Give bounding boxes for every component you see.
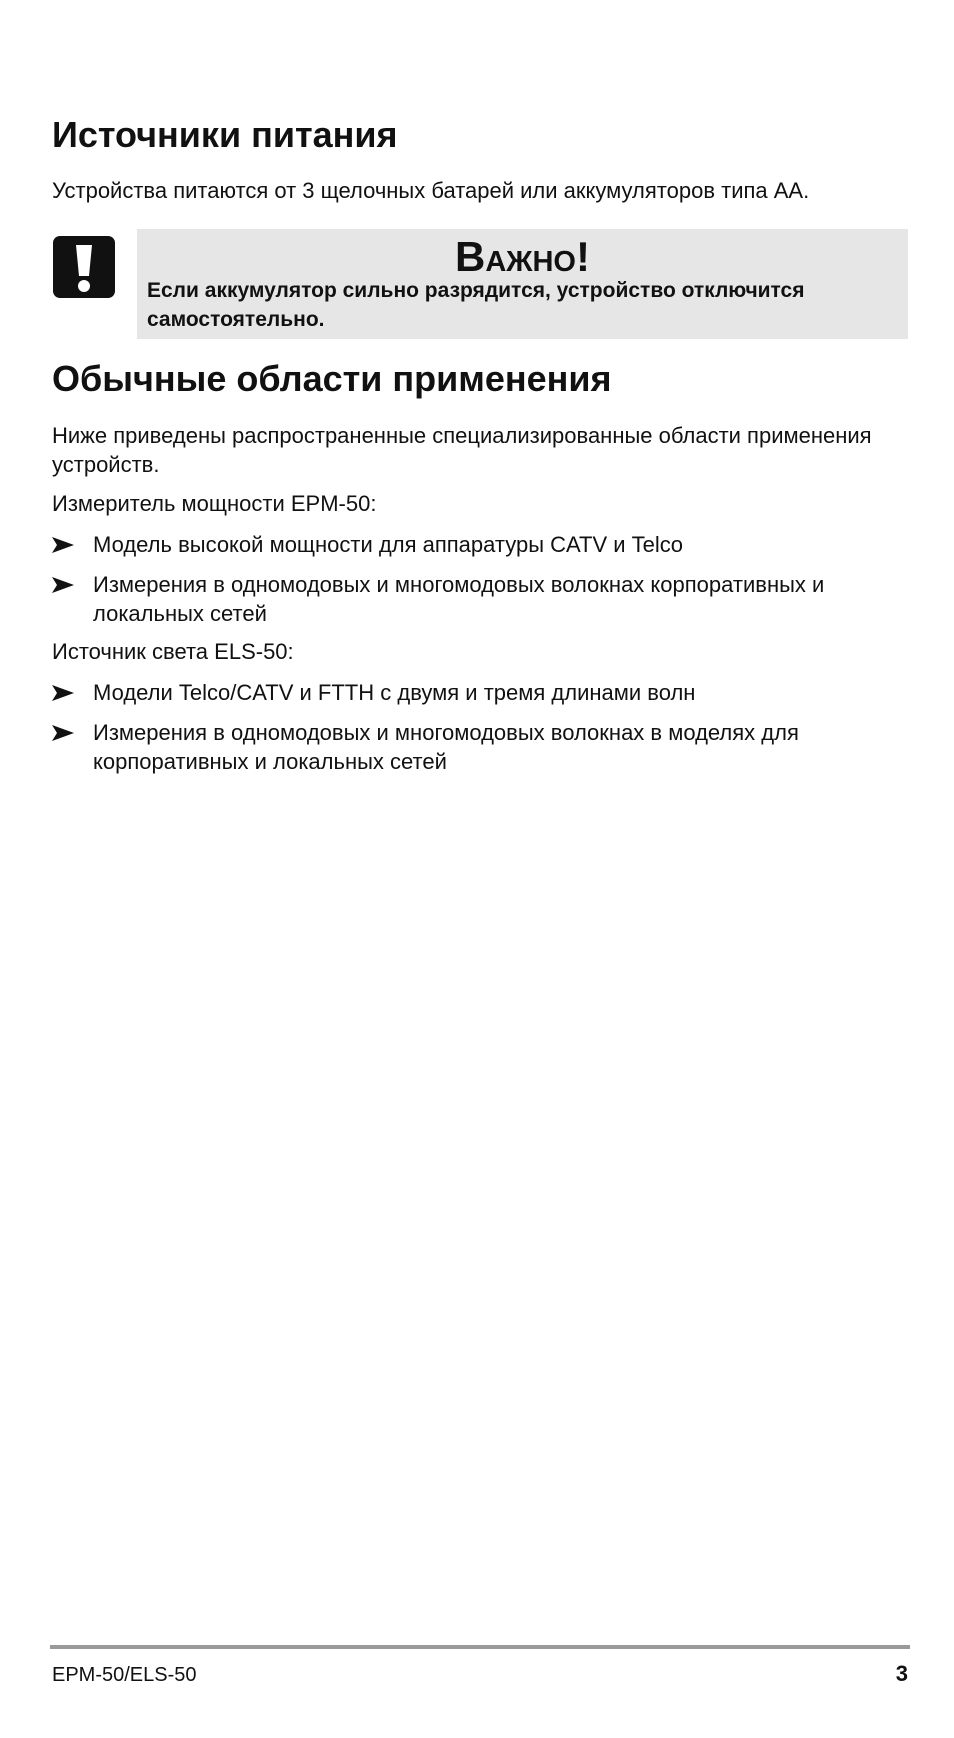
- important-text: Если аккумулятор сильно разрядится, устройство отключится самостоятельно.: [147, 279, 805, 331]
- list-item-text: Модели Telco/CATV и FTTH с двумя и тремя длинами волн: [93, 680, 696, 705]
- arrow-bullet-icon: [52, 577, 74, 593]
- document-page: [52, 0, 908, 1738]
- list-item-text: Модель высокой мощности для аппаратуры CATV и Telco: [93, 532, 684, 557]
- important-title: Важно!: [455, 233, 590, 280]
- epm-label: Измеритель мощности EPM-50:: [52, 491, 377, 516]
- applications-intro: Ниже приведены распространенные специализированные области применения устройств.: [52, 423, 872, 477]
- arrow-bullet-icon: [52, 725, 74, 741]
- list-item: [52, 678, 908, 707]
- arrow-bullet-icon: [52, 537, 74, 553]
- important-notice: [52, 229, 908, 339]
- epm-list: [52, 530, 908, 639]
- list-item: [52, 530, 908, 559]
- footer-divider: [50, 1645, 910, 1649]
- els-list: [52, 678, 908, 787]
- els-label: Источник света ELS-50:: [52, 639, 294, 664]
- list-item: [52, 718, 908, 776]
- arrow-bullet-icon: [52, 685, 74, 701]
- list-item-text: Измерения в одномодовых и многомодовых волокнах в моделях для корпоративных и локальных сетей: [93, 720, 799, 774]
- applications-heading: Обычные области применения: [52, 358, 612, 399]
- footer-page-number: 3: [895, 1661, 908, 1686]
- power-sources-text: Устройства питаются от 3 щелочных батарей или аккумуляторов типа AA.: [52, 178, 810, 203]
- exclamation-icon: [53, 236, 115, 298]
- list-item-text: Измерения в одномодовых и многомодовых волокнах корпоративных и локальных сетей: [93, 572, 825, 626]
- important-box: [137, 229, 908, 339]
- power-sources-heading: Источники питания: [52, 114, 398, 155]
- list-item: [52, 570, 908, 628]
- footer-product-name: EPM-50/ELS-50: [52, 1664, 197, 1686]
